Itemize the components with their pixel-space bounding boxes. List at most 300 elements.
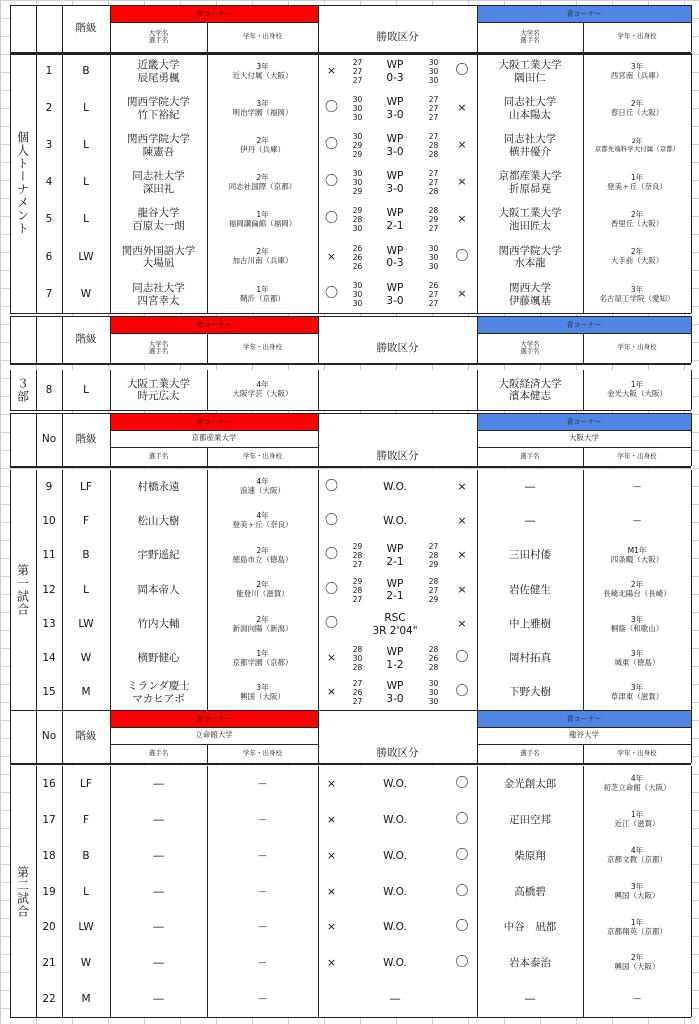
result: ―	[389, 992, 401, 1005]
blue-player: 京都産業大学 折原昴尭	[498, 170, 562, 195]
grid-line	[207, 333, 208, 363]
red-school-header: 学年・出身校	[243, 748, 282, 757]
grid-line	[207, 945, 208, 981]
grid-line	[36, 413, 37, 466]
blue-school: 2年 大手前（大阪）	[610, 247, 664, 265]
grid-line	[0, 0, 699, 1]
red-mark: 〇	[324, 616, 338, 632]
grid-line	[62, 642, 63, 675]
grid-line	[62, 504, 63, 538]
grid-line	[110, 710, 111, 763]
blue-mark: 〇	[455, 650, 469, 666]
grid-line	[10, 466, 691, 468]
grid-line	[583, 238, 584, 276]
grid-line	[691, 504, 692, 538]
weight-class: L	[83, 176, 89, 189]
grid-line	[691, 370, 692, 410]
grid-line	[110, 981, 111, 1017]
red-school: 2年 同志社国際（京都）	[228, 172, 297, 191]
result: WP 0-3	[386, 59, 404, 84]
blue-scores: 30 30 30	[428, 679, 439, 706]
grid-line	[207, 874, 208, 910]
bout-number: 13	[42, 618, 56, 631]
red-player: 横野健心	[137, 652, 180, 665]
grid-line	[477, 607, 478, 642]
grid-line	[691, 874, 692, 910]
grid-line	[36, 607, 37, 642]
red-school: 2年 徳島市立（徳島）	[232, 545, 293, 564]
blue-player: 三田村倭	[509, 549, 551, 562]
red-mark: ×	[326, 884, 337, 898]
grid-line	[583, 276, 584, 313]
red-player: 竹内大輔	[137, 618, 180, 631]
bout-number: 20	[42, 921, 56, 934]
red-school: ―	[258, 814, 267, 824]
grid-line	[62, 164, 63, 201]
red-player: 宇野遥紀	[137, 549, 180, 562]
result: W.O.	[383, 777, 407, 790]
red-player: 龍谷大学 百原太一朗	[132, 207, 185, 232]
grid-line	[477, 675, 478, 710]
grid-line	[691, 710, 692, 763]
result: WP 3-0	[386, 680, 404, 705]
grid-line	[583, 945, 584, 981]
blue-scores	[420, 607, 447, 642]
grid-line	[207, 22, 208, 52]
grid-line	[10, 410, 691, 411]
blue-mark: ×	[457, 175, 467, 189]
result-header: 勝敗区分	[376, 341, 419, 354]
grid-line	[110, 470, 111, 504]
blue-scores: 27 28 28	[428, 132, 439, 159]
red-mark: ×	[326, 955, 337, 969]
grid-line	[36, 573, 37, 607]
grid-line	[318, 127, 319, 164]
red-player: 近畿大学 辰尾勇楓	[137, 59, 180, 84]
grid-line	[110, 90, 111, 127]
blue-school: M1年 四条畷（大阪）	[610, 545, 664, 564]
grid-line	[207, 504, 208, 538]
red-mark: 〇	[324, 478, 338, 494]
grid-line	[10, 1017, 691, 1018]
grid-line	[583, 333, 584, 363]
blue-scores	[420, 910, 447, 945]
grid-line	[207, 675, 208, 710]
red-scores	[345, 981, 370, 1017]
grid-line	[477, 447, 691, 448]
weight-class: F	[82, 514, 90, 527]
blue-school: 1年 金光大阪（大阪）	[607, 380, 667, 398]
blue-school: 3年 名古屋工学院（愛知）	[599, 284, 675, 303]
grid-line	[691, 766, 692, 802]
red-player: 関西学院大学 陳憲吾	[127, 133, 190, 158]
grid-line	[477, 802, 478, 838]
blue-school: 2年 長崎北陽台（長崎）	[603, 580, 671, 598]
red-school: 4年 大阪学芸（大阪）	[232, 380, 293, 398]
grid-line	[583, 538, 584, 573]
grid-line	[318, 238, 319, 276]
grid-line	[10, 316, 691, 317]
red-player: ―	[153, 813, 164, 826]
grid-line	[318, 316, 319, 363]
grid-line	[691, 642, 692, 675]
blue-corner-bar: 青コーナー	[477, 710, 691, 727]
red-school: ―	[258, 850, 267, 860]
red-univ-player-header: 大学名 選手名	[148, 339, 169, 355]
blue-player: 金光創太郎	[503, 777, 557, 790]
result	[370, 370, 420, 410]
grid-line	[318, 945, 319, 981]
grid-line	[110, 744, 318, 745]
bout-number: 8	[45, 383, 53, 396]
grid-line	[36, 981, 37, 1017]
weight-class: LW	[78, 921, 94, 934]
blue-scores	[420, 504, 447, 538]
grid-line	[110, 5, 111, 52]
blue-school: 1年 京都翔英（京都）	[607, 917, 667, 936]
red-scores	[345, 802, 370, 838]
grid-line	[62, 874, 63, 910]
grid-line	[318, 675, 319, 710]
red-mark: ×	[326, 64, 337, 78]
blue-scores: 27 27 28	[428, 169, 439, 196]
grid-line	[583, 874, 584, 910]
grid-line	[477, 470, 478, 504]
red-mark: 〇	[324, 512, 338, 528]
grid-line	[583, 164, 584, 201]
grid-line	[691, 316, 692, 363]
blue-mark	[447, 981, 477, 1017]
grid-line	[62, 573, 63, 607]
section-label: 第一試合	[15, 564, 30, 616]
result: W.O.	[383, 921, 407, 934]
blue-mark	[447, 370, 477, 410]
red-player: 岡本帝人	[137, 583, 180, 596]
grid-line	[318, 470, 319, 504]
grid-line	[691, 127, 692, 164]
blue-player: 岩本泰治	[509, 956, 551, 969]
grid-line	[10, 53, 11, 313]
grid-line	[110, 164, 111, 201]
blue-team-name: 龍谷大学	[569, 730, 599, 740]
grid-line	[10, 413, 691, 414]
bout-number: 9	[45, 480, 53, 493]
result: WP 2-1	[386, 207, 404, 232]
grid-line	[583, 910, 584, 945]
grid-line	[110, 675, 111, 710]
red-mark: 〇	[324, 211, 338, 227]
grid-line	[110, 838, 111, 874]
grid-line	[110, 447, 318, 448]
grid-line	[691, 607, 692, 642]
weight-class: LF	[80, 777, 92, 790]
grid-line	[110, 53, 111, 90]
grid-line	[318, 53, 319, 90]
red-school: ―	[258, 778, 267, 788]
red-player: ―	[153, 956, 164, 969]
bout-number: 11	[42, 549, 56, 562]
grid-line	[477, 910, 478, 945]
grid-line	[207, 538, 208, 573]
red-mark: 〇	[324, 286, 338, 302]
grid-line	[110, 573, 111, 607]
grid-line	[62, 838, 63, 874]
grid-line	[318, 766, 319, 802]
kaikyu-header: 階級	[75, 333, 97, 346]
grid-line	[62, 766, 63, 802]
grid-line	[583, 201, 584, 238]
grid-line	[477, 538, 478, 573]
red-school: 3年 興国（大阪）	[240, 682, 285, 701]
red-corner-bar: 赤コーナー	[110, 5, 318, 22]
red-scores	[345, 607, 370, 642]
red-mark: 〇	[324, 547, 338, 563]
blue-mark: 〇	[455, 248, 469, 264]
blue-team-name: 大阪大学	[569, 433, 599, 443]
grid-line	[583, 802, 584, 838]
grid-line	[36, 538, 37, 573]
blue-school: 1年 登美ヶ丘（奈良）	[607, 172, 667, 191]
grid-line	[207, 238, 208, 276]
grid-line	[583, 744, 584, 763]
blue-school: 3年 草津東（滋賀）	[610, 682, 664, 701]
blue-player: 大阪工業大学 池田匠太	[498, 207, 562, 232]
blue-mark: ×	[457, 287, 467, 301]
bout-number: 21	[42, 956, 56, 969]
red-school-header: 学年・出身校	[243, 451, 282, 460]
grid-line	[207, 127, 208, 164]
grid-line	[0, 468, 699, 469]
grid-line	[36, 802, 37, 838]
red-school-header: 学年・出身校	[243, 343, 282, 352]
grid-line	[110, 874, 111, 910]
bout-number: 22	[42, 992, 56, 1005]
weight-class: W	[80, 652, 92, 665]
grid-line	[583, 53, 584, 90]
blue-scores: 27 28 29	[428, 542, 439, 569]
blue-school: ―	[633, 993, 641, 1003]
grid-line	[318, 90, 319, 127]
red-player: ―	[153, 885, 164, 898]
blue-scores	[420, 766, 447, 802]
result-header: 勝敗区分	[376, 450, 419, 463]
red-team-name: 京都産業大学	[191, 433, 237, 443]
red-mark: ×	[326, 249, 337, 263]
grid-line	[36, 945, 37, 981]
blue-scores: 30 30 30	[428, 58, 439, 85]
result: W.O.	[383, 885, 407, 898]
bout-number: 18	[42, 849, 56, 862]
blue-school: 3年 城東（徳島）	[614, 648, 660, 667]
result: WP 3-0	[386, 96, 404, 121]
grid-line	[10, 370, 11, 410]
grid-line	[110, 413, 111, 466]
blue-mark: ×	[457, 138, 467, 152]
bout-number: 3	[45, 139, 53, 152]
grid-line	[583, 642, 584, 675]
grid-line	[207, 838, 208, 874]
blue-scores: 30 30 30	[428, 243, 439, 271]
blue-player: ―	[524, 992, 536, 1005]
grid-line	[10, 763, 691, 765]
grid-line	[691, 413, 692, 466]
grid-line	[477, 164, 478, 201]
blue-mark: 〇	[455, 684, 469, 700]
blue-player: ―	[524, 514, 536, 527]
grid-line	[62, 53, 63, 90]
blue-player: 岩佐健生	[509, 583, 551, 596]
red-mark: ×	[326, 651, 337, 665]
weight-class: W	[80, 956, 92, 969]
grid-line	[477, 316, 478, 363]
section-label: 個人トーナメント	[15, 131, 30, 235]
red-school: 1年 鞘沂（京都）	[240, 284, 285, 303]
grid-line	[10, 313, 691, 314]
grid-line	[583, 470, 584, 504]
grid-line	[36, 504, 37, 538]
grid-line	[207, 201, 208, 238]
grid-line	[110, 430, 318, 431]
grid-line	[207, 573, 208, 607]
red-school: 2年 新潟向陽（新潟）	[232, 614, 293, 633]
grid-line	[110, 333, 318, 334]
red-player: 村橋永遠	[137, 480, 180, 493]
section-label: ３部	[15, 377, 30, 403]
result: WP 2-1	[386, 543, 404, 568]
bout-number: 16	[42, 777, 56, 790]
grid-line	[318, 607, 319, 642]
grid-line	[62, 945, 63, 981]
red-team-name: 立命館大学	[195, 730, 233, 740]
red-corner-bar: 赤コーナー	[110, 710, 318, 727]
grid-line	[36, 874, 37, 910]
blue-univ-player-header: 大学名 選手名	[520, 28, 540, 44]
grid-line	[477, 5, 478, 52]
red-school: 4年 浪速（大阪）	[240, 477, 285, 495]
grid-line	[583, 607, 584, 642]
blue-scores	[420, 470, 447, 504]
grid-line	[318, 981, 319, 1017]
result: RSC 3R 2'04"	[372, 612, 418, 637]
grid-line	[691, 838, 692, 874]
grid-line	[62, 5, 63, 52]
grid-line	[477, 744, 691, 745]
grid-line	[207, 470, 208, 504]
grid-line	[10, 766, 11, 1017]
red-school: ―	[258, 922, 267, 932]
blue-player-header: 選手名	[520, 451, 540, 460]
blue-player: 疋田空邦	[509, 813, 551, 826]
bout-number: 10	[42, 514, 56, 527]
grid-line	[62, 538, 63, 573]
bout-number: 15	[42, 686, 56, 699]
red-player-header: 選手名	[148, 451, 169, 460]
red-player: ―	[153, 992, 164, 1005]
blue-mark: ×	[457, 582, 467, 596]
result: WP 3-0	[386, 170, 404, 195]
grid-line	[207, 981, 208, 1017]
red-mark: 〇	[324, 137, 338, 153]
blue-school-header: 学年・出身校	[617, 451, 657, 460]
grid-line	[583, 22, 584, 52]
weight-class: LF	[80, 480, 92, 493]
result: W.O.	[383, 813, 407, 826]
grid-line	[110, 642, 111, 675]
result-header: 勝敗区分	[376, 747, 419, 760]
red-school: 4年 登美ヶ丘（奈良）	[232, 511, 293, 529]
grid-line	[36, 710, 37, 763]
grid-line	[110, 316, 111, 363]
grid-line	[0, 0, 1, 1024]
red-school: 1年 福岡講倫館（福岡）	[228, 209, 297, 228]
red-scores: 29 28 27	[352, 542, 363, 569]
red-mark	[318, 370, 345, 410]
grid-line	[36, 201, 37, 238]
grid-line	[207, 447, 208, 466]
blue-player: 関西学院大学 水本龍	[498, 244, 562, 269]
blue-school: 2年 興国（大阪）	[614, 953, 660, 971]
red-player: 大阪工業大学 時元広太	[127, 377, 190, 402]
blue-player: 柴原翔	[514, 849, 546, 862]
grid-line	[583, 675, 584, 710]
grid-line	[207, 766, 208, 802]
red-scores: 27 26 27	[352, 679, 363, 706]
red-player: ―	[153, 777, 164, 790]
grid-line	[36, 127, 37, 164]
blue-school: 1年 近江（滋賀）	[614, 810, 660, 828]
grid-line	[318, 642, 319, 675]
blue-player: 大阪工業大学 隅田仁	[498, 59, 562, 84]
red-player: 松山大樹	[137, 514, 180, 527]
grid-line	[691, 573, 692, 607]
grid-line	[318, 802, 319, 838]
red-scores: 28 30 28	[352, 645, 363, 672]
grid-line	[62, 981, 63, 1017]
bout-number: 19	[42, 885, 56, 898]
grid-line	[477, 430, 691, 431]
grid-line	[110, 201, 111, 238]
blue-mark: 〇	[455, 883, 469, 899]
grid-line	[691, 910, 692, 945]
bout-number: 5	[45, 213, 53, 226]
red-school: ―	[258, 957, 267, 967]
weight-class: W	[80, 288, 92, 301]
blue-scores: 28 27 29	[428, 576, 439, 604]
blue-player: 岡村拓真	[509, 652, 551, 665]
blue-mark: 〇	[455, 811, 469, 827]
blue-player: 大阪経済大学 濱本健志	[498, 377, 562, 402]
grid-line	[477, 413, 478, 466]
grid-line	[583, 127, 584, 164]
red-player: 同志社大学 四宮幸太	[132, 282, 185, 307]
result-header: 勝敗区分	[376, 30, 419, 43]
red-scores: 26 26 26	[352, 243, 363, 271]
weight-class: M	[81, 686, 91, 699]
blue-scores	[420, 945, 447, 981]
bout-number: 6	[45, 250, 53, 263]
result: W.O.	[383, 480, 407, 493]
blue-player: 関西大学 伊藤颯基	[509, 282, 551, 307]
grid-line	[318, 5, 319, 52]
blue-school: 3年 桐蔭（和歌山）	[610, 614, 664, 633]
grid-line	[10, 53, 691, 55]
bout-number: 17	[42, 813, 56, 826]
bout-number: 12	[42, 583, 56, 596]
grid-line	[36, 5, 37, 52]
grid-line	[318, 201, 319, 238]
grid-line	[477, 838, 478, 874]
grid-line	[207, 53, 208, 90]
